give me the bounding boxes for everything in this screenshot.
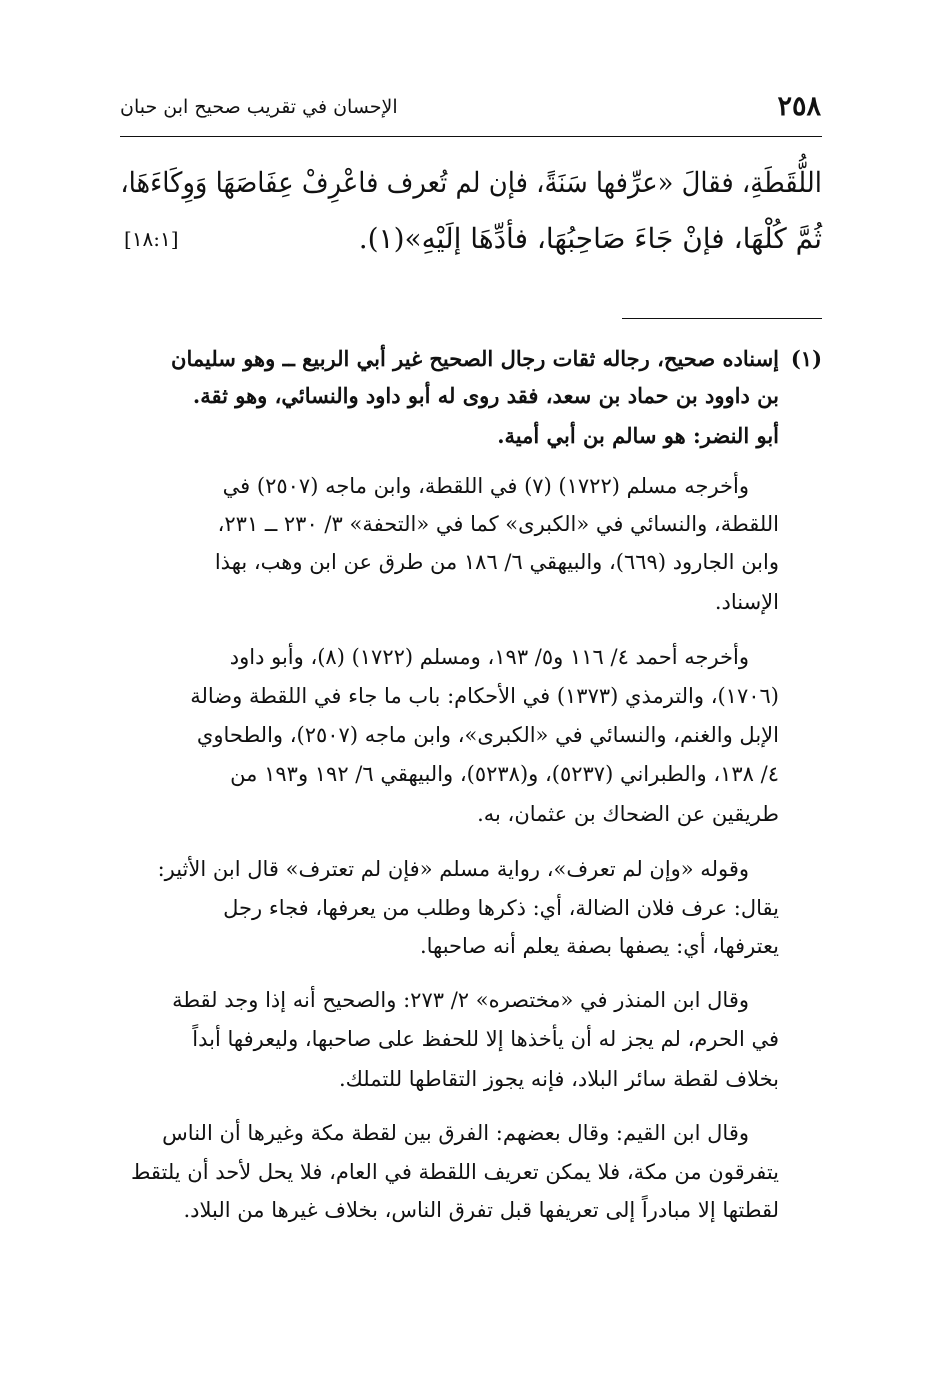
footnote-line: وابن الجارود (٦٦٩)، والبيهقي ٦/ ١٨٦ من طرق عن ابن وهب، بهذا bbox=[214, 550, 779, 574]
footnote-line: يقال: عرف فلان الضالة، أي: ذكرها وطلب من يعرفها، فجاء رجل bbox=[223, 896, 779, 920]
running-header-title: الإحسان في تقريب صحيح ابن حبان bbox=[120, 96, 398, 118]
footnote-line: الإبل والغنم، والنسائي في «الكبرى»، وابن ماجه (٢٥٠٧)، والطحاوي bbox=[196, 723, 779, 747]
footnote-line: إسناده صحيح، رجاله ثقات رجال الصحيح غير أبي الربيع ــ وهو سليمان bbox=[171, 346, 779, 371]
footnote-line: الإسناد. bbox=[714, 590, 779, 614]
footnote-line: بن داوود بن حماد بن سعد، فقد روى له أبو داود والنسائي، وهو ثقة. bbox=[192, 383, 779, 408]
header-rule bbox=[120, 136, 822, 137]
main-text-line: ثُمَّ كُلْهَا، فإنْ جَاءَ صَاحِبُهَا، فأدِّهَا إلَيْهِ»(١). bbox=[358, 222, 822, 255]
footnote-line: طريقين عن الضحاك بن عثمان، به. bbox=[477, 802, 779, 826]
footnote-line: وأخرجه مسلم (١٧٢٢) (٧) في اللقطة، وابن ماجه (٢٥٠٧) في bbox=[222, 474, 749, 498]
footnote-separator bbox=[622, 318, 822, 319]
hadith-reference: [١٨:١] bbox=[124, 227, 179, 251]
footnote-line: ٤/ ١٣٨، والطبراني (٥٢٣٧)، و(٥٢٣٨)، والبيهقي ٦/ ١٩٢ و١٩٣ من bbox=[230, 762, 779, 786]
footnote-line: وقال ابن القيم: وقال بعضهم: الفرق بين لقطة مكة وغيرها أن الناس bbox=[162, 1121, 749, 1145]
footnote-line: لقطتها إلا مبادراً إلى تعريفها قبل تفرق الناس، بخلاف غيرها من البلاد. bbox=[183, 1198, 779, 1222]
page-number: ٢٥٨ bbox=[777, 91, 821, 122]
main-text-line: اللُّقَطَةِ، فقالَ «عرِّفها سَنَةً، فإن لم تُعرف فاعْرِفْ عِفَاصَهَا وَوِكَاءَهَا، bbox=[120, 166, 822, 199]
footnote-line: يعترفها، أي: يصفها بصفة يعلم أنه صاحبها. bbox=[419, 934, 779, 958]
footnote-line: اللقطة، والنسائي في «الكبرى» كما في «التحفة» ٣/ ٢٣٠ ــ ٢٣١، bbox=[217, 512, 779, 536]
footnote-line: يتفرقون من مكة، فلا يمكن تعريف اللقطة في العام، فلا يحل لأحد أن يلتقط bbox=[130, 1160, 779, 1184]
footnote-number: (١) bbox=[790, 346, 822, 371]
footnote-line: وأخرجه أحمد ٤/ ١١٦ و٥/ ١٩٣، ومسلم (١٧٢٢) (٨)، وأبو داود bbox=[229, 645, 749, 669]
footnote-line: (١٧٠٦)، والترمذي (١٣٧٣) في الأحكام: باب ما جاء في اللقطة وضالة bbox=[190, 684, 779, 708]
footnote-line: في الحرم، لم يجز له أن يأخذها إلا للحفظ على صاحبها، وليعرفها أبداً bbox=[192, 1027, 779, 1051]
footnote-line: وقال ابن المنذر في «مختصره» ٢/ ٢٧٣: والصحيح أنه إذا وجد لقطة bbox=[172, 988, 749, 1012]
footnote-line: بخلاف لقطة سائر البلاد، فإنه يجوز التقاطها للتملك. bbox=[338, 1067, 779, 1091]
footnote-line: وقوله «وإن لم تعرف»، رواية مسلم «فإن لم تعترف» قال ابن الأثير: bbox=[157, 857, 749, 881]
footnote-line: أبو النضر: هو سالم بن أبي أمية. bbox=[497, 423, 779, 448]
